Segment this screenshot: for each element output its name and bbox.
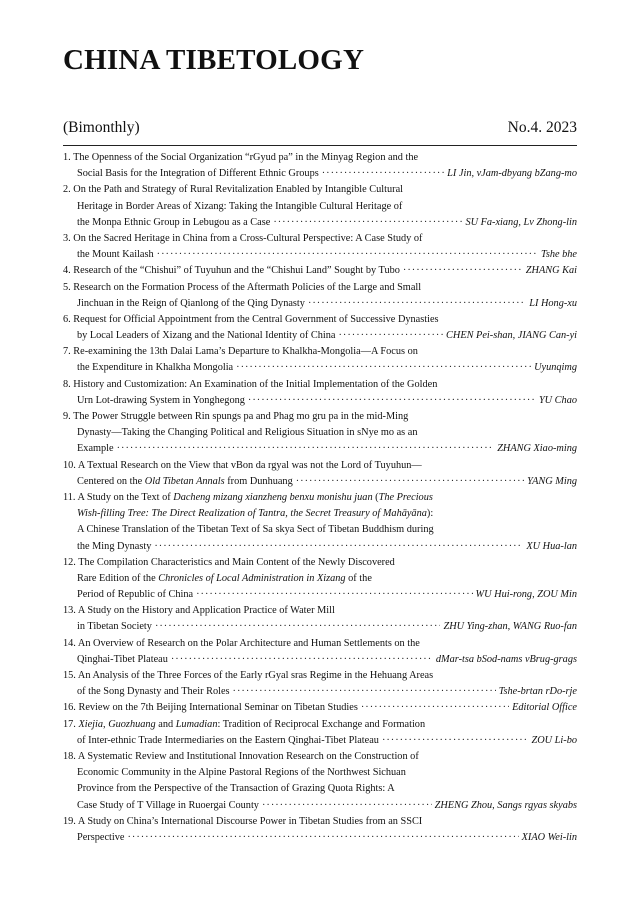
toc-authors: ZHU Ying-zhan, WANG Ruo-fan [443,621,577,633]
toc-entry [63,555,577,604]
toc-authors: ZOU Li-bo [531,734,577,746]
toc-line [63,393,577,409]
toc-line [63,296,577,312]
frequency-label: (Bimonthly) [63,119,140,136]
issue-info-row [63,119,577,141]
toc-authors: WU Hui-rong, ZOU Min [475,589,577,601]
toc-authors: ZHANG Xiao-ming [497,443,577,455]
toc-entry [63,814,577,846]
leader-dots [157,247,538,263]
leader-dots [127,830,518,846]
toc-entry [63,717,577,749]
toc-authors: Tshe bhe [541,249,577,261]
toc-line-text: the Ming Dynasty [77,540,152,552]
toc-line-text: the Mount Kailash [77,249,154,261]
toc-line [63,360,577,376]
toc-line-text: 14. An Overview of Research on the Polar Architecture and Human Settlements on the [63,637,420,649]
toc-line [63,199,577,215]
toc-line [63,312,577,328]
toc-line-text: of Inter-ethnic Trade Intermediaries on the Eastern Qinghai-Tibet Plateau [77,734,379,746]
toc-line-text: Dynasty—Taking the Changing Political and Religious Situation in sNye mo as an [77,427,418,439]
toc-line-text: 6. Request for Official Appointment from the Central Government of Successive Dynasties [63,313,439,325]
leader-dots [296,474,524,490]
toc-line-text: 10. A Textual Research on the View that vBon da rgyal was not the Lord of Tuyuhun— [63,459,422,471]
toc-line [63,458,577,474]
toc-line-text: Qinghai-Tibet Plateau [77,653,168,665]
toc-line-text: A Chinese Translation of the Tibetan Text of Sa skya Sect of Tibetan Buddhism during [77,524,434,536]
toc-line [63,280,577,296]
toc-line-text: 8. History and Customization: An Examination of the Initial Implementation of the Golden [63,378,438,390]
toc-line [63,150,577,166]
toc-entry [63,636,577,668]
toc-line [63,717,577,733]
toc-line-text: Province from the Perspective of the Transaction of Grazing Quota Rights: A [77,783,395,795]
toc-entry [63,603,577,635]
leader-dots [273,215,462,231]
toc-entry [63,668,577,700]
toc-line-text: 13. A Study on the History and Application Practice of Water Mill [63,605,335,617]
toc-line-text: Case Study of T Village in Ruoergai County [77,799,259,811]
toc-entry [63,182,577,231]
toc-line [63,425,577,441]
toc-line [63,700,577,716]
toc-entry [63,150,577,182]
toc-line-text: 15. An Analysis of the Three Forces of the Early rGyal sras Regime in the Hehuang Areas [63,670,434,681]
toc-entry [63,312,577,344]
toc-line-text: Urn Lot-drawing System in Yonghegong [77,394,245,406]
issue-number: No.4. 2023 [507,119,577,136]
toc-line [63,263,577,279]
toc-line [63,344,577,360]
leader-dots [308,296,526,312]
toc-line [63,409,577,425]
toc-entry [63,458,577,490]
toc-line [63,765,577,781]
toc-line [63,733,577,749]
toc-entry [63,409,577,458]
toc-line-text: Centered on the Old Tibetan Annals from Dunhuang [77,475,293,487]
toc-line [63,328,577,344]
toc-line [63,781,577,797]
toc-entry [63,231,577,263]
toc-authors: Editorial Office [512,702,577,714]
toc-line-text: 16. Review on the 7th Beijing International Seminar on Tibetan Studies [63,702,358,714]
toc-line [63,506,577,522]
leader-dots [154,539,523,555]
toc-entry [63,344,577,376]
leader-dots [248,393,536,409]
toc-line-text: Wish-filling Tree: The Direct Realization of Tantra, the Secret Treasury of Mahāyāna): [77,508,434,520]
leader-dots [233,684,496,700]
toc-line [63,490,577,506]
leader-dots [403,263,523,279]
toc-line [63,539,577,555]
toc-line-text: 12. The Compilation Characteristics and Main Content of the Newly Discovered [63,556,395,568]
toc-line-text: 4. Research of the “Chishui” of Tuyuhun and the “Chishui Land” Sought by Tubo [63,265,400,277]
toc-line-text: 11. A Study on the Text of Dacheng mizang xianzheng benxu monishu juan (The Precious [63,491,433,503]
header-divider [63,145,577,146]
toc-authors: SU Fa-xiang, Lv Zhong-lin [465,216,577,228]
toc-line-text: 17. Xiejia, Guozhuang and Lumadian: Tradition of Reciprocal Exchange and Formation [63,718,426,730]
toc-line-text: Period of Republic of China [77,589,194,601]
leader-dots [382,733,529,749]
toc-line-text: 18. A Systematic Review and Institutional Innovation Research on the Construction of [63,750,419,762]
toc-line-text: in Tibetan Society [77,621,152,633]
toc-line [63,555,577,571]
toc-line-text: 19. A Study on China’s International Discourse Power in Tibetan Studies from an SSCI [63,815,423,827]
toc-line-text: Economic Community in the Alpine Pastoral Regions of the Northwest Sichuan [77,767,406,779]
toc-authors: YU Chao [538,394,577,406]
toc-line-text: Jinchuan in the Reign of Qianlong of the Qing Dynasty [77,297,305,309]
toc-entry [63,263,577,279]
toc-line [63,603,577,619]
toc-authors: YANG Ming [527,475,577,487]
toc-line-text: the Expenditure in Khalkha Mongolia [77,362,234,374]
toc-authors: XIAO Wei-lin [521,831,577,843]
toc-line [63,571,577,587]
toc-line-text: 1. The Openness of the Social Organization “rGyud pa” in the Minyag Region and the [63,152,419,163]
toc-line [63,377,577,393]
toc-line [63,231,577,247]
toc-authors: Tshe-brtan rDo-rje [498,686,577,698]
toc-line [63,652,577,668]
toc-line-text: Rare Edition of the Chronicles of Local Administration in Xizang of the [77,572,372,584]
toc-line-text: Heritage in Border Areas of Xizang: Taking the Intangible Cultural Heritage of [77,200,403,212]
toc-line-text: 3. On the Sacred Heritage in China from a Cross-Cultural Perspective: A Case Study of [63,232,423,244]
toc-line [63,474,577,490]
toc-line [63,522,577,538]
toc-entry [63,749,577,814]
toc-line-text: 5. Research on the Formation Process of the Aftermath Policies of the Large and Small [63,281,422,293]
toc-entry [63,700,577,716]
toc-line [63,668,577,684]
leader-dots [236,360,531,376]
toc-line-text: 9. The Power Struggle between Rin spungs pa and Phag mo gru pa in the mid-Ming [63,411,409,422]
toc-line [63,814,577,830]
toc-authors: ZHENG Zhou, Sangs rgyas skyabs [434,799,577,811]
toc-line-text: Example [77,443,114,455]
toc-line [63,166,577,182]
toc-line [63,684,577,700]
toc-line-text: 2. On the Path and Strategy of Rural Revitalization Enabled by Intangible Cultural [63,184,404,196]
toc-line-text: Social Basis for the Integration of Different Ethnic Groups [77,168,319,180]
journal-title: CHINA TIBETOLOGY [63,44,365,76]
toc-entry [63,490,577,555]
toc-line [63,441,577,457]
toc-line-text: 7. Re-examining the 13th Dalai Lama’s Departure to Khalkha-Mongolia—A Focus on [63,346,418,358]
leader-dots [117,441,495,457]
toc-line [63,215,577,231]
toc-line [63,619,577,635]
leader-dots [361,700,509,716]
toc-line [63,749,577,765]
toc-authors: ZHANG Kai [525,265,577,277]
toc-authors: dMar-tsa bSod-nams vBrug-grags [435,653,577,665]
toc-line [63,182,577,198]
toc-line [63,798,577,814]
table-of-contents [63,150,577,846]
toc-line [63,830,577,846]
leader-dots [196,587,472,603]
toc-line-text: by Local Leaders of Xizang and the National Identity of China [77,330,336,342]
toc-authors: Uyunqimg [534,362,577,374]
toc-line [63,587,577,603]
toc-line [63,247,577,263]
toc-line-text: Perspective [77,831,125,843]
toc-line-text: of the Song Dynasty and Their Roles [77,686,230,698]
leader-dots [171,652,433,668]
leader-dots [338,328,443,344]
toc-line [63,636,577,652]
toc-entry [63,280,577,312]
toc-authors: XU Hua-lan [526,540,577,552]
toc-line-text: the Monpa Ethnic Group in Lebugou as a Case [77,216,271,228]
leader-dots [262,798,432,814]
toc-authors: LI Hong-xu [529,297,577,309]
leader-dots [322,166,444,182]
toc-authors: CHEN Pei-shan, JIANG Can-yi [446,330,577,342]
toc-entry [63,377,577,409]
leader-dots [155,619,441,635]
toc-authors: LI Jin, vJam-dbyang bZang-mo [447,168,577,180]
